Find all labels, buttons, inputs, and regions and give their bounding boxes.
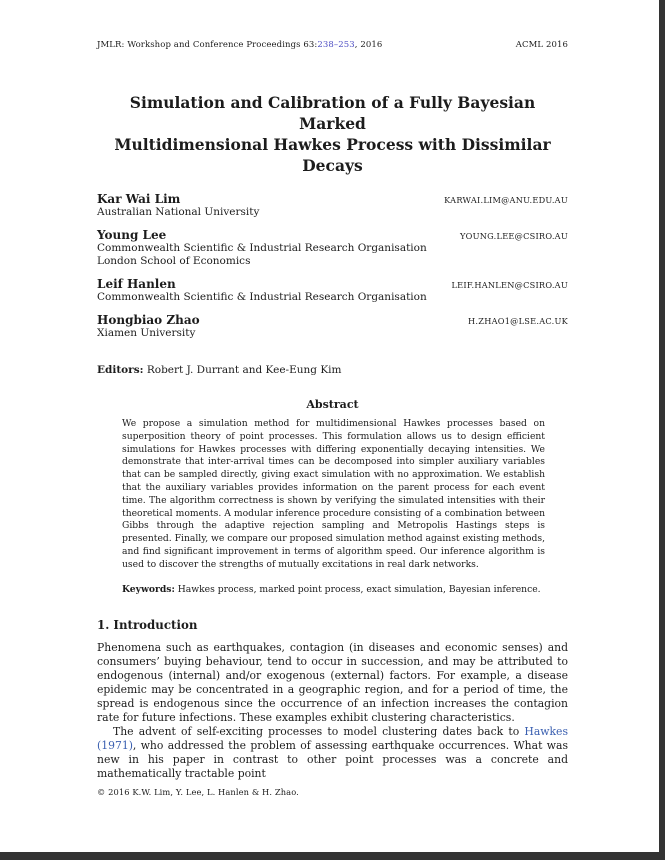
author-email: YOUNG.LEE@CSIRO.AU	[459, 231, 568, 241]
author-email: H.ZHAO1@LSE.AC.UK	[468, 316, 568, 326]
editors-label: Editors:	[97, 364, 144, 376]
intro-paragraph-1: Phenomena such as earthquakes, contagion (in diseases and economic senses) and consumers’ buying behaviour, tend to occur in succession, and may be attributed to endogenous (internal) and/or exogenous (external) factors. For example, a disease epidemic may be concentrated in a geographic region, and for a period of time, the spread is endogenous since the occurrence of an infection increases the contagion rate for future infections. These examples exhibit clustering characteristics.	[97, 641, 568, 724]
keywords-text: Hawkes process, marked point process, exact simulation, Bayesian inference.	[174, 583, 541, 595]
author-email: KARWAI.LIM@ANU.EDU.AU	[444, 195, 568, 205]
author-name: Young Lee	[97, 228, 167, 242]
copyright-footer: © 2016 K.W. Lim, Y. Lee, L. Hanlen & H. Zhao.	[97, 787, 299, 797]
hawkes-1971-citation-link[interactable]: Hawkes (1971)	[97, 724, 568, 752]
author-affiliation: Commonwealth Scientific & Industrial Research Organisation	[97, 291, 427, 303]
keywords-label: Keywords:	[122, 583, 175, 595]
author-entry	[97, 228, 568, 268]
author-entry	[97, 277, 568, 304]
intro-paragraph-2-after: , who addressed the problem of assessing earthquake occurrences. What was new in his paper in contrast to other point processes was a concrete and mathematically tractable point	[97, 738, 568, 780]
keywords-line	[122, 584, 545, 597]
author-entry	[97, 192, 568, 219]
abstract-heading: Abstract	[306, 398, 359, 411]
intro-paragraph-2	[97, 725, 568, 781]
intro-paragraph-2-before: The advent of self-exciting processes to model clustering dates back to	[113, 724, 525, 738]
author-affiliation: Xiamen University	[97, 327, 196, 339]
author-affiliation: Commonwealth Scientific & Industrial Research Organisation	[97, 242, 427, 254]
paper-title	[97, 92, 568, 176]
author-name: Leif Hanlen	[97, 277, 176, 291]
author-name: Kar Wai Lim	[97, 192, 181, 206]
author-entry	[97, 313, 568, 340]
journal-reference-suffix: , 2016	[354, 40, 383, 50]
paper-title-line2: Multidimensional Hawkes Process with Dissimilar Decays	[114, 135, 551, 175]
paper-content	[97, 0, 568, 780]
editors-names: Robert J. Durrant and Kee-Eung Kim	[143, 364, 342, 376]
author-affiliation: Australian National University	[97, 206, 260, 218]
author-block	[97, 192, 568, 340]
abstract-text: We propose a simulation method for multidimensional Hawkes processes based on superposition theory of point processes. This formulation allows us to design efficient simulations for Hawkes processes with differing exponentially decaying intensities. We demonstrate that inter-arrival times can be decomposed into simpler auxiliary variables that can be sampled directly, giving exact simulation with no approximation. We establish that the auxiliary variables provides information on the parent process for each event time. The algorithm correctness is shown by verifying the simulated intensities with their theoretical moments. A modular inference procedure consisting of a combination between Gibbs through the adaptive rejection sampling and Metropolis Hastings steps is presented. Finally, we compare our proposed simulation method against existing methods, and find significant improvement in terms of algorithm speed. Our inference algorithm is used to discover the strengths of mutually excitations in real dark networks.	[122, 418, 545, 570]
author-email: LEIF.HANLEN@CSIRO.AU	[451, 280, 568, 290]
author-affiliation: London School of Economics	[97, 255, 251, 267]
editors-line	[97, 364, 568, 376]
page-range-link[interactable]: 238–253	[317, 40, 355, 50]
section-1-heading: 1. Introduction	[97, 618, 198, 633]
paper-title-line1: Simulation and Calibration of a Fully Bayesian Marked	[129, 93, 536, 133]
running-header	[97, 0, 568, 50]
journal-reference	[97, 40, 382, 50]
conference-label: ACML 2016	[515, 40, 568, 50]
author-name: Hongbiao Zhao	[97, 313, 200, 327]
journal-reference-prefix: JMLR: Workshop and Conference Proceedings 63:	[97, 40, 318, 50]
